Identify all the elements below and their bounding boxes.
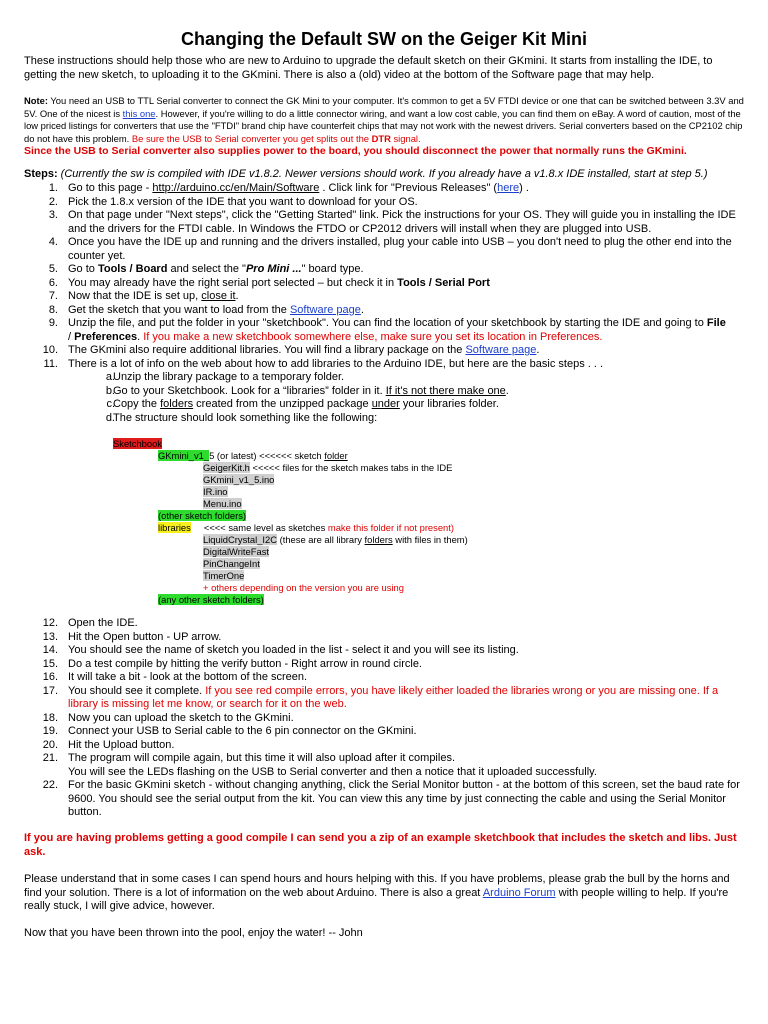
steps-label: Steps: <box>24 168 58 180</box>
step-1-text: Go to this page - <box>68 182 153 194</box>
step-21-text: The program will compile again, but this time it will also upload after it compiles. <box>68 752 455 764</box>
tools-menu-ref: Tools <box>97 263 127 275</box>
step-number: 8. <box>48 303 58 316</box>
step-9-warning: If you make a new sketchbook somewhere else, make sure you set its location in Preferences. <box>143 330 603 343</box>
software-page-link[interactable]: Software page <box>289 303 361 316</box>
step-9-text-c: . <box>137 330 144 343</box>
under-text: under <box>371 398 400 410</box>
lcd-library: LiquidCrystal_I2C <box>203 534 277 545</box>
digitalwritefast-library: DigitalWriteFast <box>203 546 269 557</box>
step-number: 14. <box>42 644 58 656</box>
step-number: 22. <box>42 779 58 791</box>
preferences-menu-ref: Preferences <box>74 330 138 343</box>
substep-d: The structure should look something like the following: <box>113 411 378 424</box>
tree-libraries <box>158 522 454 534</box>
step-5-text-b: and select the " <box>167 263 246 275</box>
substep-c <box>113 398 499 412</box>
menu-ino-file: Menu.ino <box>203 498 242 509</box>
libraries-note: <<<< same level as sketches <box>190 522 328 533</box>
step-number: 18. <box>42 711 58 724</box>
step-15: Do a test compile by hitting the verify button - Right arrow in round circle. <box>68 657 422 670</box>
tree-sketchbook <box>113 438 162 450</box>
step-17-warning: If you see red compile errors, you have likely either loaded the libraries wrong or you are missing one. If a library is missing let me know, or search for it on the web. <box>68 684 719 710</box>
tree-geigerkit <box>203 462 452 474</box>
folders-text: folders <box>160 398 194 410</box>
step-number: 1. <box>48 182 58 194</box>
lcd-note: (these are all library <box>277 534 365 545</box>
step-1 <box>68 182 748 196</box>
note-red-text: Be sure the USB to Serial converter you get splits out the <box>131 132 372 144</box>
step-number: 13. <box>42 630 58 643</box>
step-10 <box>68 344 748 358</box>
note-label: Note: <box>24 95 48 106</box>
steps-note: (Currently the sw is compiled with IDE v1.8.2. Newer versions should work. If you already have a v1.8.x IDE installed, start at step 5.) <box>57 168 708 180</box>
tree-gkmini-ino <box>203 474 274 486</box>
step-number: 15. <box>42 657 58 670</box>
substep-b-end: . <box>505 384 509 397</box>
step-18: Now you can upload the sketch to the GKmini. <box>68 711 294 724</box>
pinchangeint-library: PinChangeInt <box>203 558 260 569</box>
file-menu-ref: File <box>706 317 726 329</box>
step-10-text: The GKmini also require additional libraries. You will find a library package on the <box>68 344 466 356</box>
libraries-folder: libraries <box>158 522 191 533</box>
note-text-1: You need an USB to TTL Serial converter to connect the GK Mini to your computer. It's common to get a 5V FTDI device or one that can be switched between 3.3V and 5V. One of the nicest is <box>24 95 744 119</box>
pro-mini-board: Pro Mini ... <box>245 263 302 275</box>
substep-c-text: Copy the <box>113 398 161 410</box>
steps-heading <box>24 168 708 182</box>
note-dtr: DTR <box>371 132 391 144</box>
step-14: You should see the name of sketch you loaded in the list - select it and you will see its listing. <box>68 644 519 656</box>
step-7-text: Now that the IDE is set up, <box>68 290 202 302</box>
libraries-red-note: make this folder if not present) <box>327 522 454 533</box>
previous-releases-here-link[interactable]: here <box>497 182 520 194</box>
step-number: 7. <box>48 290 58 302</box>
note-warning: Since the USB to Serial converter also supplies power to the board, you should disconnect the power that normally runs the GKmini. <box>24 145 687 157</box>
step-8 <box>68 304 748 318</box>
tree-other <box>158 510 246 522</box>
step-number: 10. <box>42 344 58 356</box>
substep-b-text: Go to your Sketchbook. Look for a “libraries” folder in it. <box>113 384 386 397</box>
gkmini-ino-file: GKmini_v1_5.ino <box>203 474 275 485</box>
substep-letter: a. <box>105 371 115 383</box>
step-number: 2. <box>48 195 58 208</box>
step-number: 16. <box>42 671 58 683</box>
step-8-text-b: . <box>360 303 364 316</box>
step-number: 5. <box>48 263 58 275</box>
step-number: 12. <box>42 617 58 629</box>
arduino-forum-link[interactable]: Arduino Forum <box>482 886 556 899</box>
tree-others: + others depending on the version you are using <box>203 582 404 593</box>
any-other-sketch-folders: (any other sketch folders) <box>158 594 264 605</box>
tree-lcd <box>203 534 468 546</box>
geigerkit-file: GeigerKit.h <box>203 462 250 473</box>
tree-pci <box>203 558 260 570</box>
board-menu-ref: Board <box>135 263 168 275</box>
step-number: 20. <box>42 738 58 751</box>
gkmini-note: 5 (or latest) <<<<<< sketch <box>209 450 325 461</box>
step-number: 21. <box>42 752 58 764</box>
step-1-text-b: . Click link for "Previous Releases" ( <box>319 182 498 194</box>
step-7-text-c: . <box>235 290 239 302</box>
ir-ino-file: IR.ino <box>203 486 228 497</box>
step-11: There is a lot of info on the web about how to add libraries to the Arduino IDE, but here are the basic steps . . . <box>68 357 604 370</box>
step-5 <box>68 263 748 277</box>
folder-text: folder <box>324 450 348 461</box>
step-20: Hit the Upload button. <box>68 738 175 751</box>
substep-a: Unzip the library package to a temporary folder. <box>113 371 345 383</box>
substep-letter: b. <box>105 384 115 397</box>
tree-menu <box>203 498 242 510</box>
understand-text-b: with people willing to help. If you're really stuck, I will give advice, however. <box>24 886 729 912</box>
understand-paragraph <box>24 873 748 914</box>
understand-text: Please understand that in some cases I can spend hours and hours helping with this. If you have problems, please grab the bull by the horns and find your solution. There is a lot of information on the web about Arduino. There is also a great <box>24 873 730 899</box>
close-it-text: close it <box>201 290 236 302</box>
geigerkit-note: <<<<< files for the sketch makes tabs in the IDE <box>249 462 453 473</box>
arduino-software-url[interactable]: http://arduino.cc/en/Main/Software <box>152 182 320 194</box>
step-21 <box>68 752 748 779</box>
step-17-text: You should see it complete. <box>68 684 206 697</box>
step-number: 11. <box>43 357 58 370</box>
step-13: Hit the Open button - UP arrow. <box>68 630 222 643</box>
sketchbook-folder: Sketchbook <box>113 438 162 449</box>
step-4: Once you have the IDE up and running and the drivers installed, plug your cable into USB – you don't need to plug the other end into the counter yet. <box>68 236 732 262</box>
step-12: Open the IDE. <box>68 617 138 629</box>
step-6-text: You may already have the right serial port selected – but check it in <box>68 276 398 289</box>
step-number: 4. <box>48 236 58 248</box>
note-paragraph <box>24 95 748 158</box>
step-16: It will take a bit - look at the bottom of the screen. <box>68 671 308 683</box>
software-page-link[interactable]: Software page <box>465 344 537 356</box>
tree-timer <box>203 570 244 582</box>
step-17 <box>68 685 748 712</box>
make-one-text: If it's not there make one <box>385 384 506 397</box>
step-number: 17. <box>42 684 58 697</box>
step-number: 19. <box>42 725 58 737</box>
step-9 <box>68 317 748 344</box>
step-8-text: Get the sketch that you want to load from the <box>68 303 290 316</box>
other-sketch-folders: (other sketch folders) <box>158 510 247 521</box>
step-9-text: Unzip the file, and put the folder in your "sketchbook". You can find the location of your sketchbook by starting the IDE and going to <box>68 317 707 329</box>
step-7 <box>68 290 748 304</box>
problems-paragraph: If you are having problems getting a good compile I can send you a zip of an example sketchbook that includes the sketch and libs. Just ask. <box>24 832 737 858</box>
gkmini-folder: GKmini_v1_ <box>158 450 210 461</box>
closing-line: Now that you have been thrown into the pool, enjoy the water! -- John <box>24 927 363 939</box>
note-red-end: signal. <box>390 132 421 144</box>
step-number: 6. <box>48 276 58 289</box>
step-9-text-b: / <box>68 330 75 343</box>
step-6 <box>68 277 748 291</box>
step-2: Pick the 1.8.x version of the IDE that you want to download for your OS. <box>68 195 418 208</box>
menu-separator: / <box>126 263 136 275</box>
folders-text: folders <box>364 534 393 545</box>
step-10-text-b: . <box>536 344 540 356</box>
tree-ir <box>203 486 228 498</box>
step-number: 3. <box>48 209 58 221</box>
step-1-text-c: ) . <box>519 182 529 194</box>
intro-paragraph: These instructions should help those who are new to Arduino to upgrade the default sketch on their GKmini. It starts from installing the IDE, to getting the new sketch, to uploading it to the GKmini. There is also a (old) video at the bottom of the Software page that may help. <box>24 55 713 81</box>
tree-any-other <box>158 594 264 606</box>
step-number: 9. <box>48 317 58 329</box>
step-3: On that page under "Next steps", click the "Getting Started" link. Pick the instructions for your OS. They will guide you in installing the IDE and the drivers for the FTDI cable. In Windows the FTDO or CP2012 drivers will install when they are plugged into USB. <box>68 209 736 235</box>
step-19: Connect your USB to Serial cable to the 6 pin connector on the GKmini. <box>68 725 417 737</box>
serial-port-menu-ref: Tools / Serial Port <box>397 276 490 289</box>
tree-dwf <box>203 546 269 558</box>
lcd-note-end: with files in them) <box>392 534 468 545</box>
step-21-text-b: You will see the LEDs flashing on the USB to Serial converter and then a notice that it uploaded successfully. <box>68 765 597 778</box>
note-text-2: . However, if you're willing to do a little connector wiring, and want a low cost cable, you can find them on eBay. A word of caution, most of the low priced listings for converters that use the "FTDI" brand chip have counterfeit chips that may not work with the newest drivers. Serial converters based on the CP2102 chip do not have this problem. <box>24 107 743 144</box>
substep-b <box>113 385 509 399</box>
tree-gkmini <box>158 450 348 462</box>
substep-c-text-b: created from the unzipped package <box>193 398 372 410</box>
step-5-text-c: " board type. <box>301 263 364 275</box>
page-title: Changing the Default SW on the Geiger Kit Mini <box>181 29 587 49</box>
substep-letter: d. <box>105 411 115 424</box>
substep-c-end: your libraries folder. <box>399 398 499 410</box>
step-5-text: Go to <box>68 263 98 275</box>
step-22: For the basic GKmini sketch - without changing anything, click the Serial Monitor button - at the bottom of this screen, set the baud rate for 9600. You should see the serial output from the kit. You can view this any time by just connecting the cable and using the Serial Monitor button. <box>68 779 740 818</box>
timerone-library: TimerOne <box>203 570 245 581</box>
substep-letter: c. <box>106 398 115 410</box>
this-one-link[interactable]: this one <box>122 107 156 119</box>
